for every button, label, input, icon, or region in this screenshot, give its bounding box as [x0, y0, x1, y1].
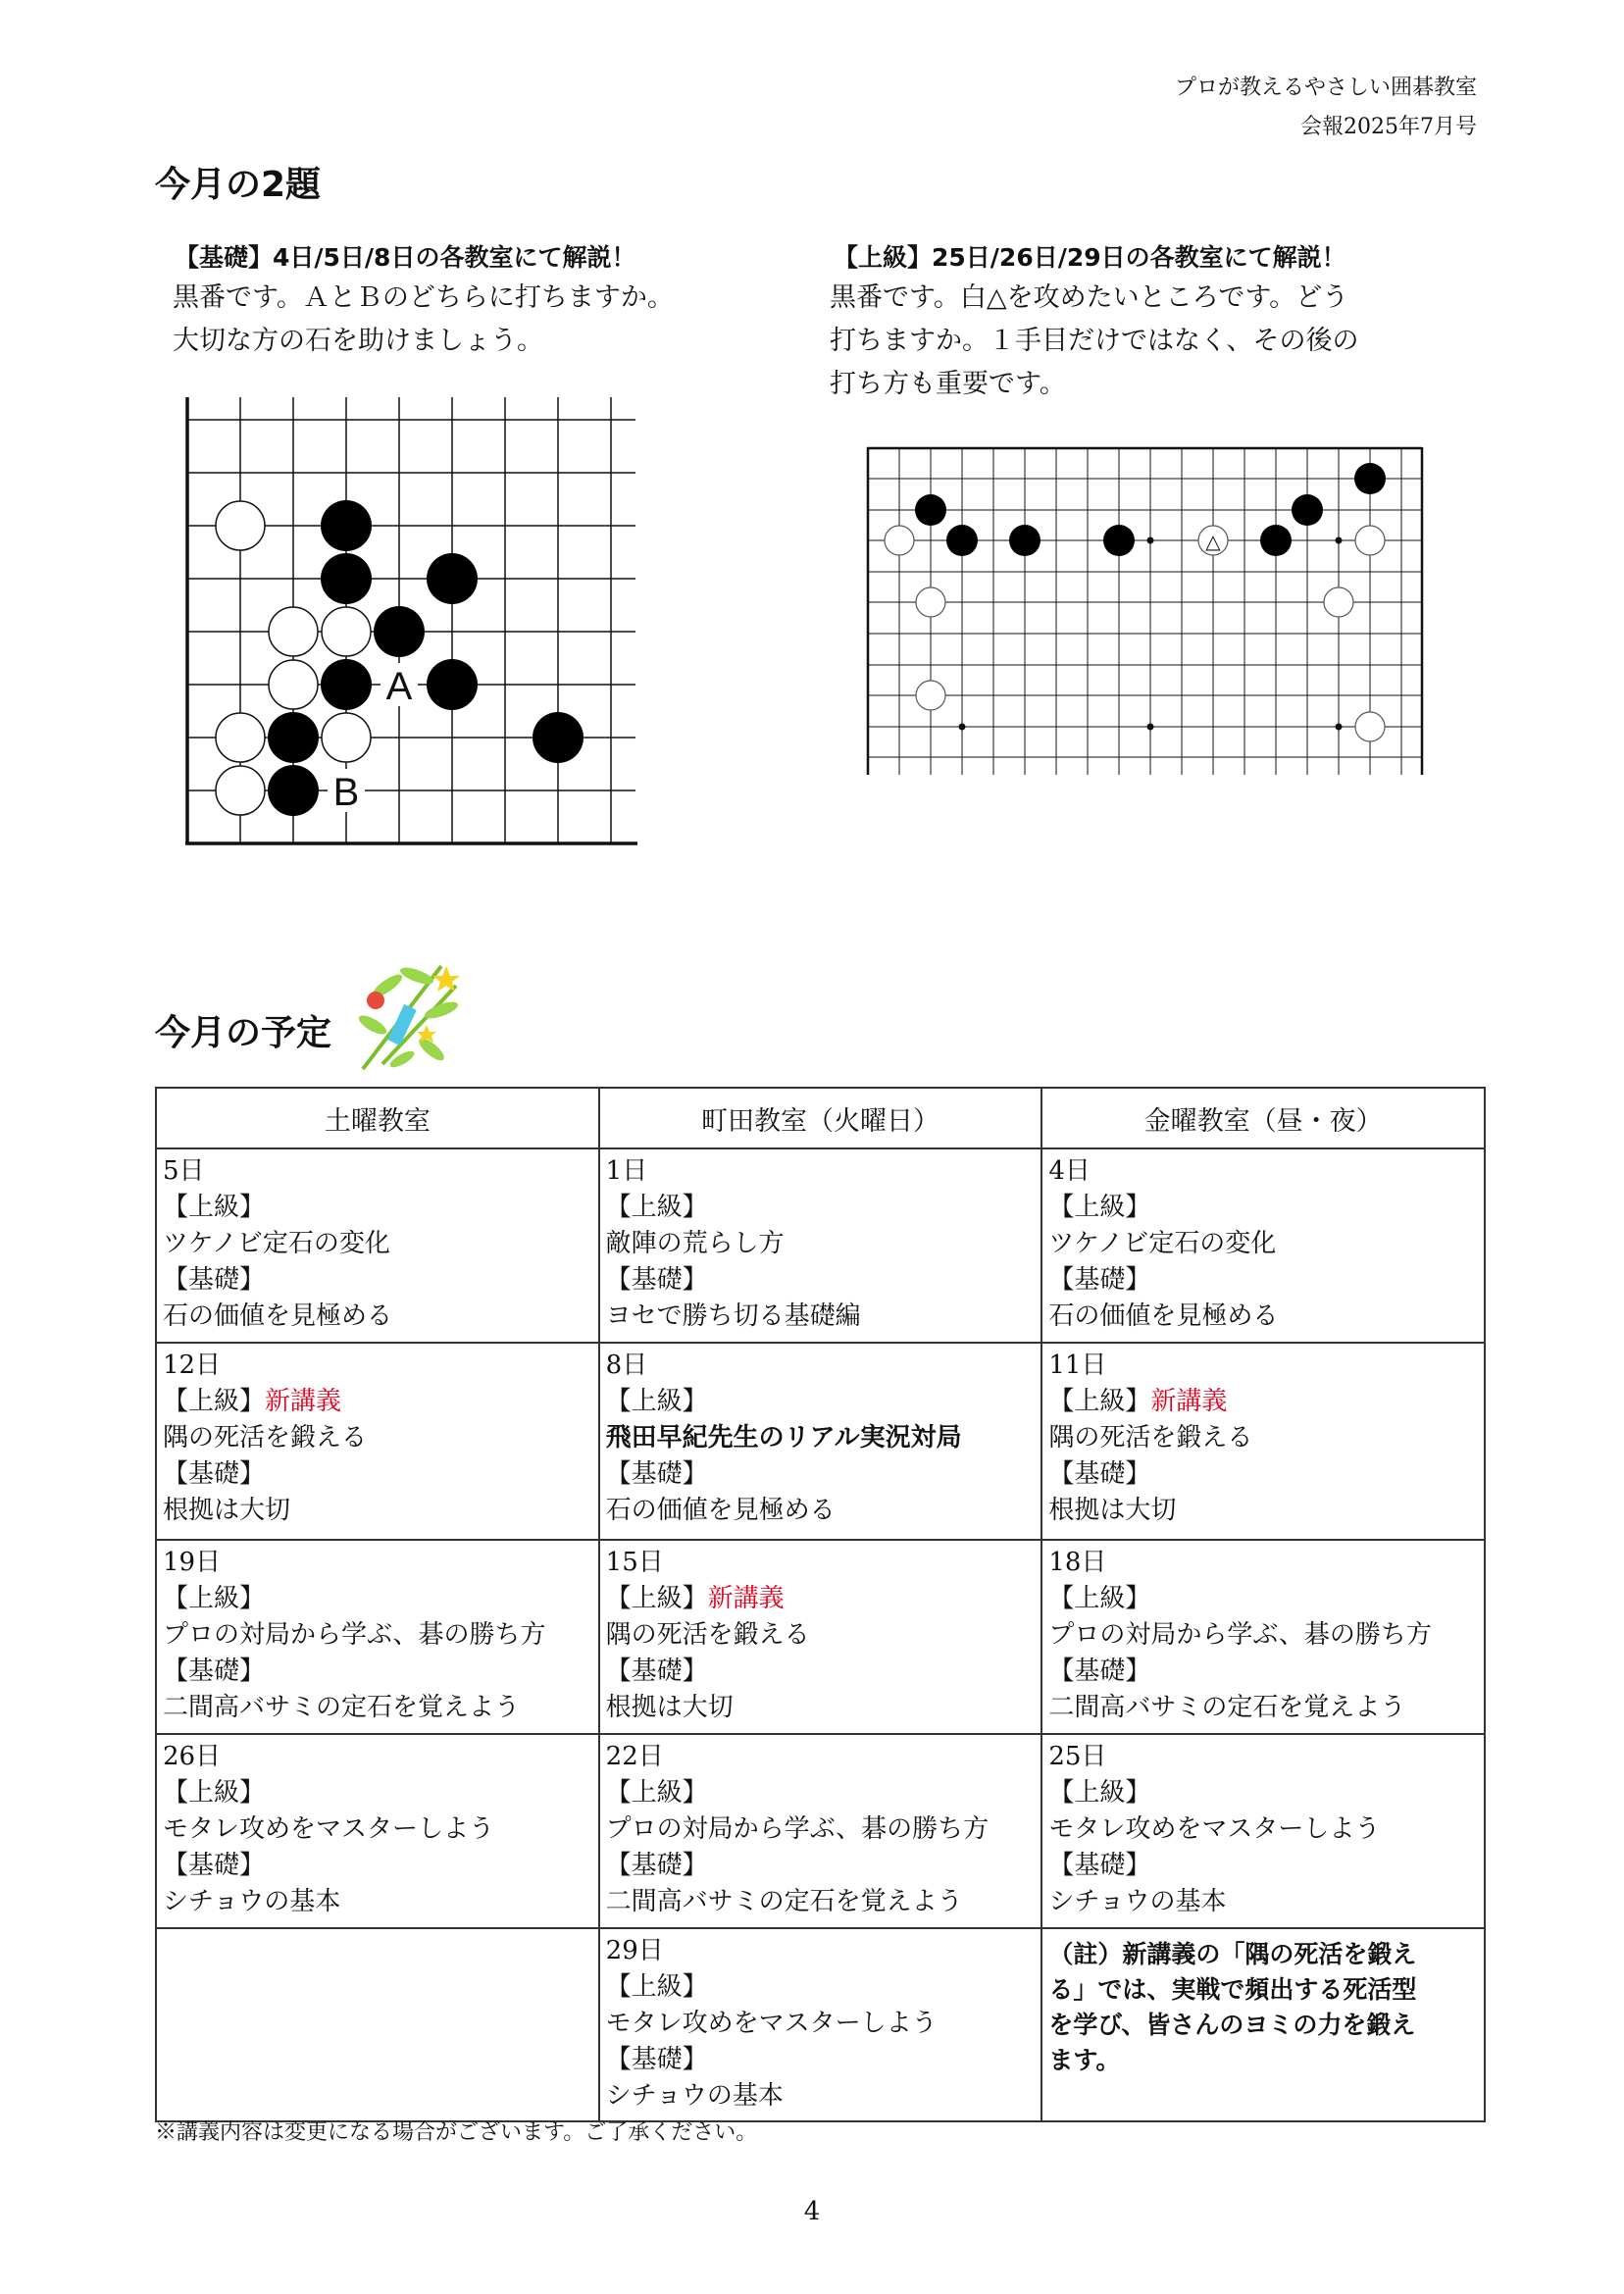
- cell-level: 【基礎】: [1048, 1265, 1151, 1295]
- column-header: 土曜教室: [156, 1088, 599, 1148]
- basic-desc-line: 黒番です。ＡとＢのどちらに打ちますか。: [173, 282, 674, 313]
- cell-topic: モタレ攻めをマスターしよう: [163, 1814, 495, 1844]
- cell-level: 【上級】: [605, 1584, 708, 1613]
- cell-date: 25日: [1048, 1742, 1107, 1771]
- tanabata-bamboo-icon: [348, 956, 466, 1074]
- note-line: る」では、実戦で頻出する死活型: [1048, 1975, 1417, 2004]
- point-label-b: B: [332, 771, 360, 814]
- cell-date: 18日: [1048, 1548, 1107, 1577]
- cell-level: 【基礎】: [1048, 1459, 1151, 1489]
- cell-topic: シチョウの基本: [163, 1887, 341, 1916]
- basic-go-board: [177, 392, 657, 863]
- table-row: [156, 1734, 1485, 1928]
- advanced-problem-title: 【上級】25日/26日/29日の各教室にて解説！: [834, 243, 1346, 272]
- cell-topic: 根拠は大切: [163, 1496, 291, 1525]
- advanced-problem-desc: [830, 277, 1358, 406]
- cell-topic: 隅の死活を鍛える: [1048, 1423, 1253, 1453]
- cell-level-line: [1048, 1384, 1478, 1420]
- schedule-cell: [599, 1540, 1042, 1734]
- cell-topic: 二間高バサミの定石を覚えよう: [1048, 1693, 1406, 1722]
- cell-topic: 根拠は大切: [1048, 1496, 1177, 1525]
- cell-date: 15日: [605, 1548, 664, 1577]
- cell-topic: 石の価値を見極める: [605, 1496, 836, 1525]
- advanced-go-board: [853, 441, 1432, 785]
- cell-date: 19日: [163, 1548, 222, 1577]
- note-line: （註）新講義の「隅の死活を鍛え: [1048, 1940, 1417, 1968]
- cell-level: 【上級】: [1048, 1778, 1151, 1808]
- note-line: ます。: [1048, 2046, 1121, 2074]
- basic-desc-line: 大切な方の石を助けましょう。: [173, 326, 543, 356]
- cell-level: 【上級】: [163, 1387, 266, 1416]
- schedule-cell: [156, 1148, 599, 1343]
- cell-level: 【基礎】: [163, 1657, 266, 1686]
- cell-topic: 敵陣の荒らし方: [605, 1229, 785, 1258]
- cell-topic: シチョウの基本: [1048, 1887, 1227, 1916]
- basic-problem-desc: [173, 277, 674, 363]
- cell-level: 【上級】: [1048, 1387, 1151, 1416]
- cell-topic: 二間高バサミの定石を覚えよう: [605, 1887, 963, 1916]
- new-lecture-badge: 新講義: [265, 1387, 342, 1416]
- cell-level: 【基礎】: [605, 1851, 708, 1880]
- cell-topic: 隅の死活を鍛える: [605, 1620, 810, 1650]
- schedule-cell: [156, 1734, 599, 1928]
- cell-topic: 二間高バサミの定石を覚えよう: [163, 1693, 521, 1722]
- point-label-a: A: [385, 665, 413, 708]
- problems-heading: 今月の2題: [155, 165, 322, 205]
- table-row: [156, 1540, 1485, 1734]
- cell-level: 【基礎】: [163, 1459, 266, 1489]
- cell-level: 【基礎】: [605, 2045, 708, 2074]
- cell-date: 4日: [1048, 1156, 1091, 1186]
- cell-date: 29日: [605, 1936, 664, 1965]
- cell-level: 【基礎】: [605, 1265, 708, 1295]
- schedule-cell: [1041, 1148, 1485, 1343]
- note-line: を学び、皆さんのヨミの力を鍛え: [1048, 2011, 1416, 2039]
- cell-date: 12日: [163, 1351, 222, 1380]
- schedule-cell: [1041, 1734, 1485, 1928]
- table-row: [156, 1343, 1485, 1540]
- cell-topic: プロの対局から学ぶ、碁の勝ち方: [1048, 1620, 1432, 1650]
- cell-level: 【上級】: [1048, 1584, 1151, 1613]
- advanced-desc-line: 打ち方も重要です。: [830, 369, 1066, 399]
- schedule-cell: [599, 1343, 1042, 1540]
- new-lecture-badge: 新講義: [1150, 1387, 1228, 1416]
- cell-topic: プロの対局から学ぶ、碁の勝ち方: [163, 1620, 546, 1650]
- schedule-cell: [1041, 1343, 1485, 1540]
- schedule-cell: [156, 1343, 599, 1540]
- cell-topic: 石の価値を見極める: [1048, 1301, 1279, 1331]
- column-header: 町田教室（火曜日）: [599, 1088, 1042, 1148]
- schedule-cell-empty: [156, 1928, 599, 2121]
- advanced-desc-line: 打ちますか。１手目だけではなく、その後の: [830, 326, 1359, 356]
- cell-level: 【上級】: [163, 1193, 266, 1222]
- schedule-cell: [1041, 1540, 1485, 1734]
- schedule-table: [155, 1087, 1486, 2122]
- cell-level: 【上級】: [163, 1778, 266, 1808]
- advanced-desc-line: 黒番です。白△を攻めたいところです。どう: [830, 282, 1349, 313]
- cell-date: 5日: [163, 1156, 205, 1186]
- cell-level: 【上級】: [163, 1584, 266, 1613]
- cell-level: 【基礎】: [605, 1459, 708, 1489]
- newsletter-header: [1175, 69, 1477, 147]
- table-row: [156, 1148, 1485, 1343]
- schedule-note-cell: [1041, 1928, 1485, 2121]
- cell-topic: 根拠は大切: [605, 1693, 734, 1722]
- basic-problem-title: 【基礎】4日/5日/8日の各教室にて解説！: [175, 243, 636, 272]
- cell-topic: ツケノビ定石の変化: [1048, 1229, 1277, 1258]
- header-issue: 会報2025年7月号: [1300, 115, 1477, 139]
- cell-date: 22日: [605, 1742, 664, 1771]
- cell-topic: ツケノビ定石の変化: [163, 1229, 390, 1258]
- schedule-cell: [599, 1148, 1042, 1343]
- cell-topic: モタレ攻めをマスターしよう: [1048, 1814, 1381, 1844]
- header-title: プロが教えるやさしい囲碁教室: [1174, 76, 1477, 100]
- cell-topic-featured: 飛田早紀先生のリアル実況対局: [605, 1423, 962, 1453]
- cell-level-line: [606, 1581, 1036, 1617]
- cell-topic: プロの対局から学ぶ、碁の勝ち方: [605, 1814, 990, 1844]
- cell-level: 【上級】: [1048, 1193, 1151, 1222]
- cell-date: 1日: [605, 1156, 648, 1186]
- cell-date: 8日: [605, 1351, 648, 1380]
- cell-level: 【基礎】: [605, 1657, 708, 1686]
- page-number: 4: [803, 2197, 821, 2226]
- table-row: [156, 1928, 1485, 2121]
- new-lecture-badge: 新講義: [707, 1584, 785, 1613]
- cell-level: 【基礎】: [163, 1265, 266, 1295]
- cell-topic: ヨセで勝ち切る基礎編: [605, 1301, 861, 1331]
- schedule-header-row: [156, 1088, 1485, 1148]
- schedule-cell: [156, 1540, 599, 1734]
- column-header: 金曜教室（昼・夜）: [1041, 1088, 1485, 1148]
- cell-level: 【基礎】: [1048, 1657, 1151, 1686]
- cell-level: 【上級】: [605, 1193, 708, 1222]
- cell-level: 【基礎】: [163, 1851, 266, 1880]
- schedule-cell: [599, 1928, 1042, 2121]
- cell-date: 26日: [163, 1742, 222, 1771]
- cell-level: 【上級】: [605, 1387, 708, 1416]
- cell-level: 【上級】: [605, 1972, 708, 2002]
- cell-level: 【基礎】: [1048, 1851, 1151, 1880]
- triangle-mark-icon: △: [1205, 530, 1221, 553]
- cell-topic: モタレ攻めをマスターしよう: [605, 2009, 938, 2038]
- schedule-heading: 今月の予定: [155, 1013, 332, 1053]
- cell-topic: シチョウの基本: [605, 2081, 784, 2111]
- cell-topic: 石の価値を見極める: [163, 1301, 393, 1331]
- schedule-cell: [599, 1734, 1042, 1928]
- cell-level: 【上級】: [605, 1778, 708, 1808]
- cell-level-line: [163, 1384, 592, 1420]
- cell-date: 11日: [1048, 1351, 1107, 1380]
- cell-topic: 隅の死活を鍛える: [163, 1423, 368, 1453]
- new-lecture-note: [1048, 1933, 1478, 2078]
- schedule-footnote: ※講義内容は変更になる場合がございます。ご了承ください。: [155, 2120, 758, 2145]
